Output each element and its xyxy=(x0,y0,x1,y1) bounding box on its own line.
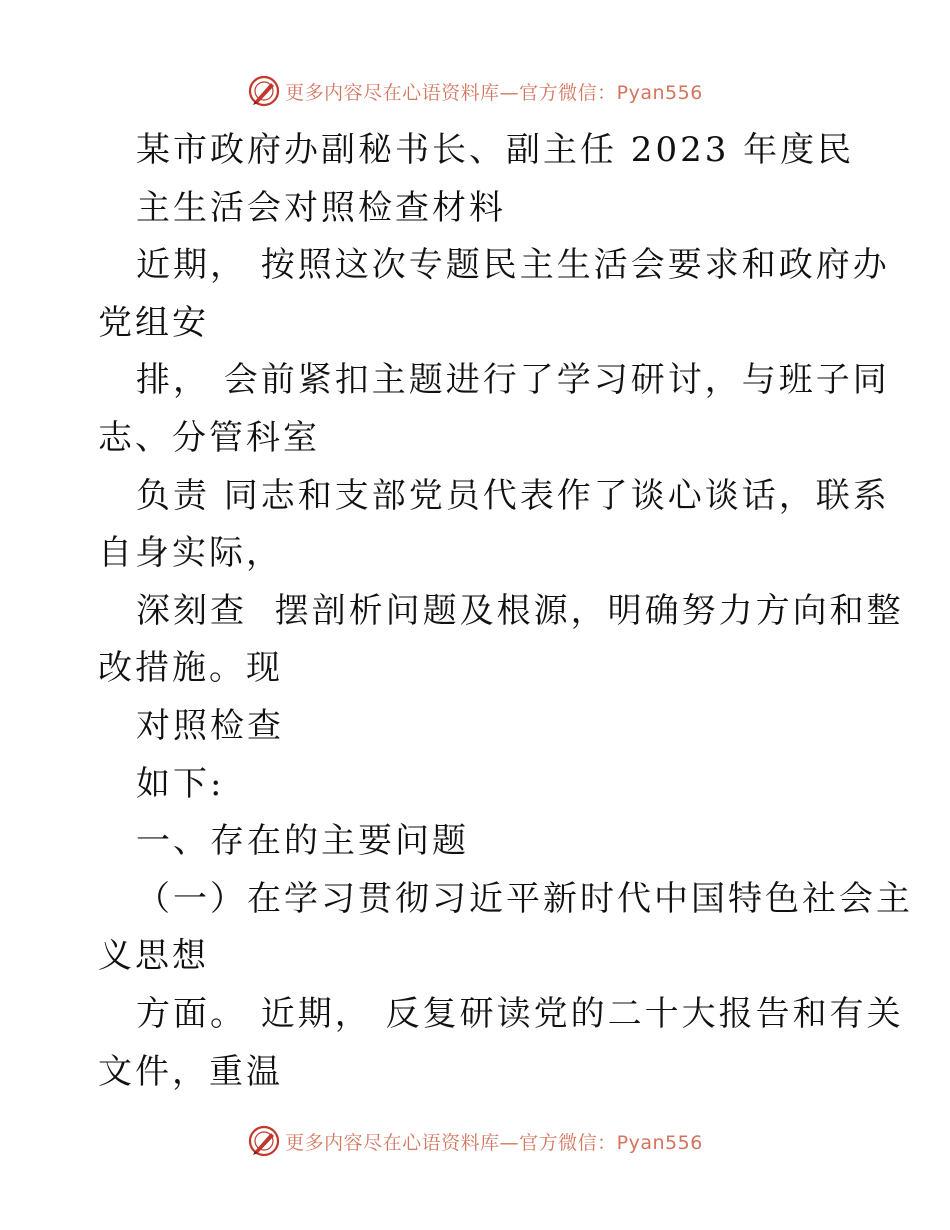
document-body xyxy=(98,122,913,1101)
text-line: 主生活会对照检查材料 xyxy=(136,187,506,228)
footer-watermark-banner xyxy=(0,1121,950,1161)
pen-logo-icon xyxy=(247,74,281,108)
text-line: 近期， 按照这次专题民主生活会要求和政府办 xyxy=(136,245,890,286)
text-line: 党组安 xyxy=(98,302,209,343)
text-line: 某市政府办副秘书长、副主任 2023 年度民 xyxy=(136,130,855,170)
text-line: 方面。 近期， 反复研读党的二十大报告和有关 xyxy=(136,993,904,1034)
watermark-text: 更多内容尽在心语资料库—官方微信：Pyan556 xyxy=(285,81,703,104)
pen-logo-icon xyxy=(247,1124,281,1158)
text-line: 深刻查 摆剖析问题及根源，明确努力方向和整 xyxy=(136,590,904,631)
text-line: 文件，重温 xyxy=(98,1051,283,1092)
text-line: 排， 会前紧扣主题进行了学习研讨，与班子同 xyxy=(136,360,890,401)
text-line: （一）在学习贯彻习近平新时代中国特色社会主 xyxy=(136,878,913,919)
text-line: 一、存在的主要问题 xyxy=(136,821,469,862)
text-line: 如下: xyxy=(136,763,225,804)
text-line: 负责 同志和支部党员代表作了谈心谈话，联系 xyxy=(136,475,890,516)
header-watermark-banner xyxy=(0,71,950,111)
text-line: 义思想 xyxy=(98,936,209,977)
watermark-text: 更多内容尽在心语资料库—官方微信：Pyan556 xyxy=(285,1131,703,1154)
text-line: 志、分管科室 xyxy=(98,417,320,458)
text-line: 自身实际， xyxy=(98,533,283,574)
text-line: 改措施。现 xyxy=(98,648,283,689)
text-line: 对照检查 xyxy=(136,705,284,746)
